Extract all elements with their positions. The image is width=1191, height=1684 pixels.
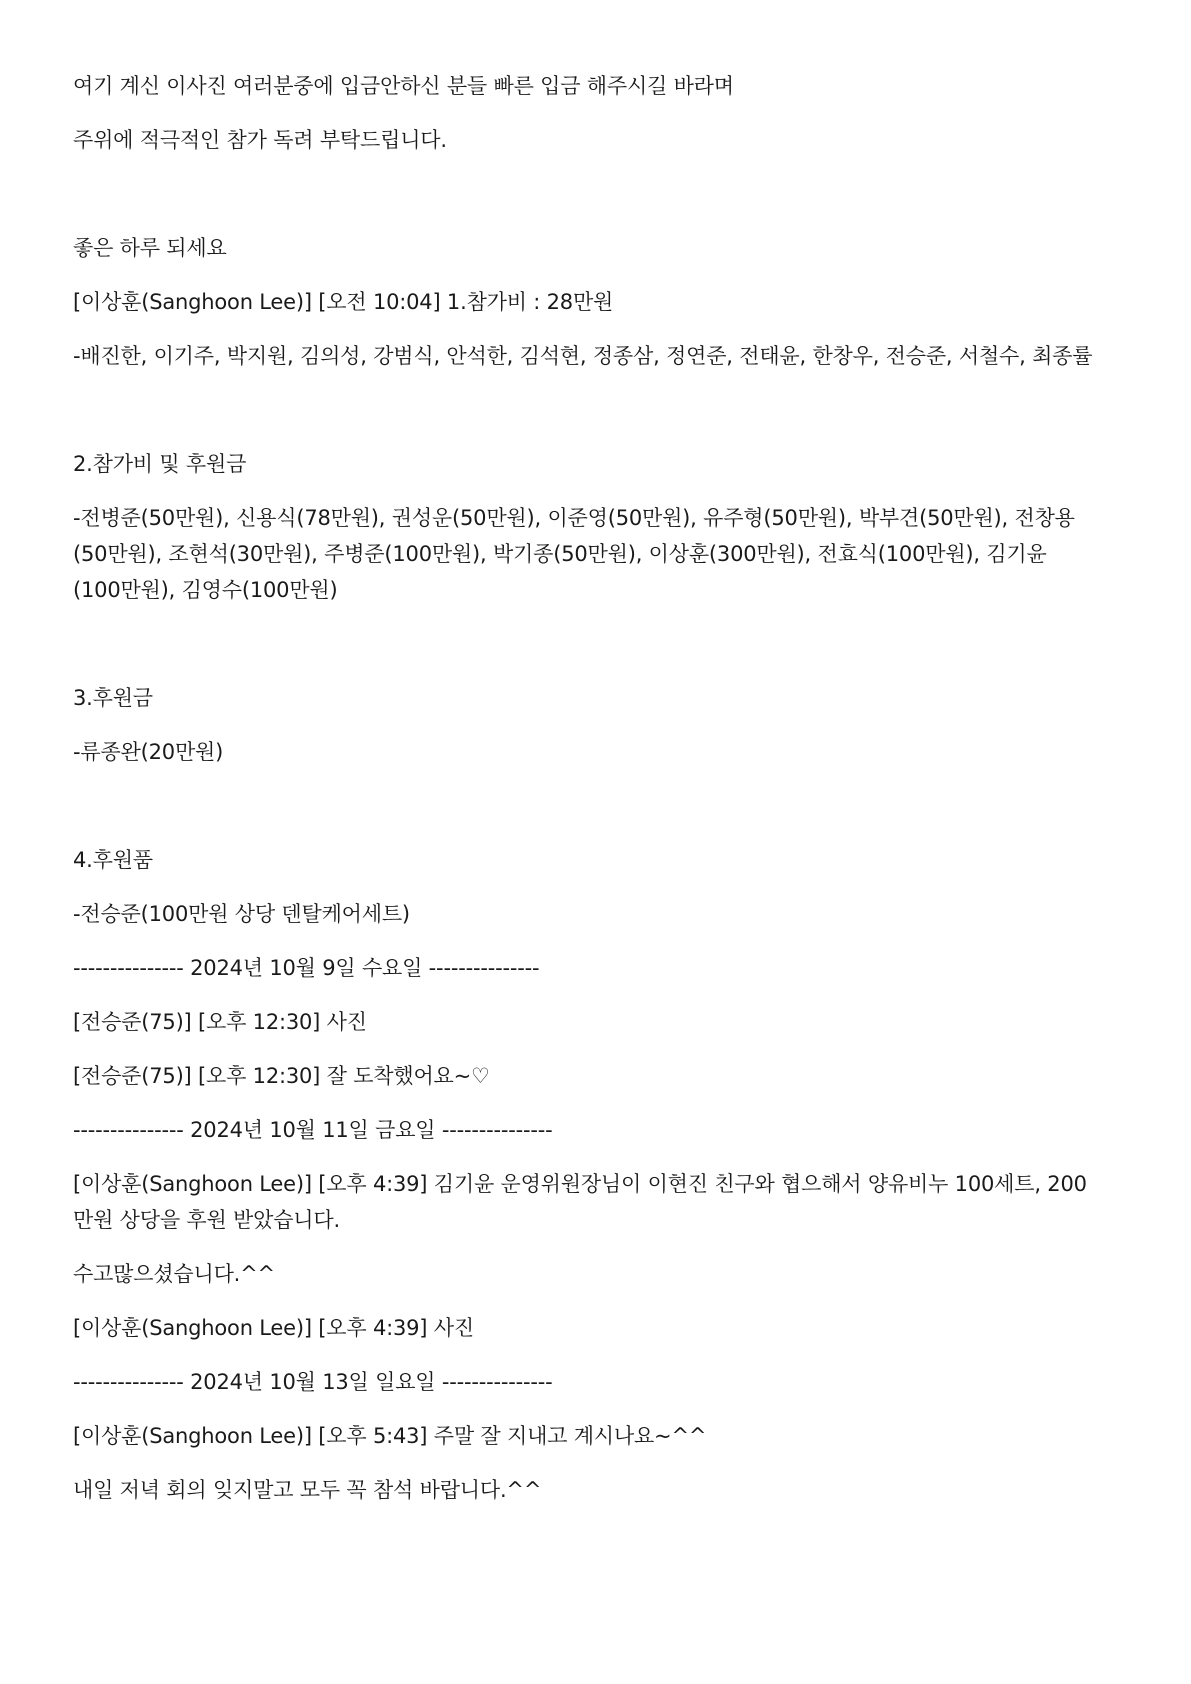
chat-message: [이상훈(Sanghoon Lee)] [오후 4:39] 김기윤 운영위원장님이 이현진 친구와 협으해서 양유비누 100세트, 200 만원 상당을 후원 받았습니다. [73,1172,1087,1232]
date-divider: --------------- 2024년 10월 11일 금요일 --------------- [73,1118,553,1142]
participant-list: -배진한, 이기주, 박지원, 김의성, 강범식, 안석한, 김석현, 정종삼, 정연준, 전태윤, 한창우, 전승준, 서철수, 최종률 [73,344,1093,368]
spacer [73,176,1123,230]
donor-list: -전승준(100만원 상당 덴탈케어세트) [73,902,410,926]
section-heading: 3.후원금 [73,686,153,710]
spacer [73,626,1123,680]
donor-list: -류종완(20만원) [73,740,224,764]
chat-message: [전승준(75)] [오후 12:30] 사진 [73,1010,367,1034]
text-line: 주위에 적극적인 참가 독려 부탁드립니다. [73,128,447,152]
spacer [73,392,1123,446]
date-divider: --------------- 2024년 10월 13일 일요일 --------------- [73,1370,553,1394]
text-line: 좋은 하루 되세요 [73,236,227,260]
spacer [73,788,1123,842]
document-body [73,68,1123,1526]
section-heading: 4.후원품 [73,848,153,872]
text-line: 내일 저녁 회의 잊지말고 모두 꼭 참석 바랍니다.^^ [73,1478,542,1502]
chat-message: [이상훈(Sanghoon Lee)] [오후 5:43] 주말 잘 지내고 계시나요~^^ [73,1424,707,1448]
chat-message: [이상훈(Sanghoon Lee)] [오전 10:04] 1.참가비 : 28만원 [73,290,614,314]
section-heading: 2.참가비 및 후원금 [73,452,247,476]
chat-message: [이상훈(Sanghoon Lee)] [오후 4:39] 사진 [73,1316,474,1340]
text-line: 여기 계신 이사진 여러분중에 입금안하신 분들 빠른 입금 해주시길 바라며 [73,74,734,98]
donor-list: -전병준(50만원), 신용식(78만원), 권성운(50만원), 이준영(50만원), 유주형(50만원), 박부견(50만원), 전창용(50만원), 조현석(30만원), 주병준(100만원), 박기종(50만원), 이상훈(300만원), 전효식(100만원), 김기윤(100만원), 김영수(100만원) [73,506,1075,602]
date-divider: --------------- 2024년 10월 9일 수요일 --------------- [73,956,540,980]
text-line: 수고많으셨습니다.^^ [73,1262,275,1286]
chat-message: [전승준(75)] [오후 12:30] 잘 도착했어요~♡ [73,1064,490,1088]
